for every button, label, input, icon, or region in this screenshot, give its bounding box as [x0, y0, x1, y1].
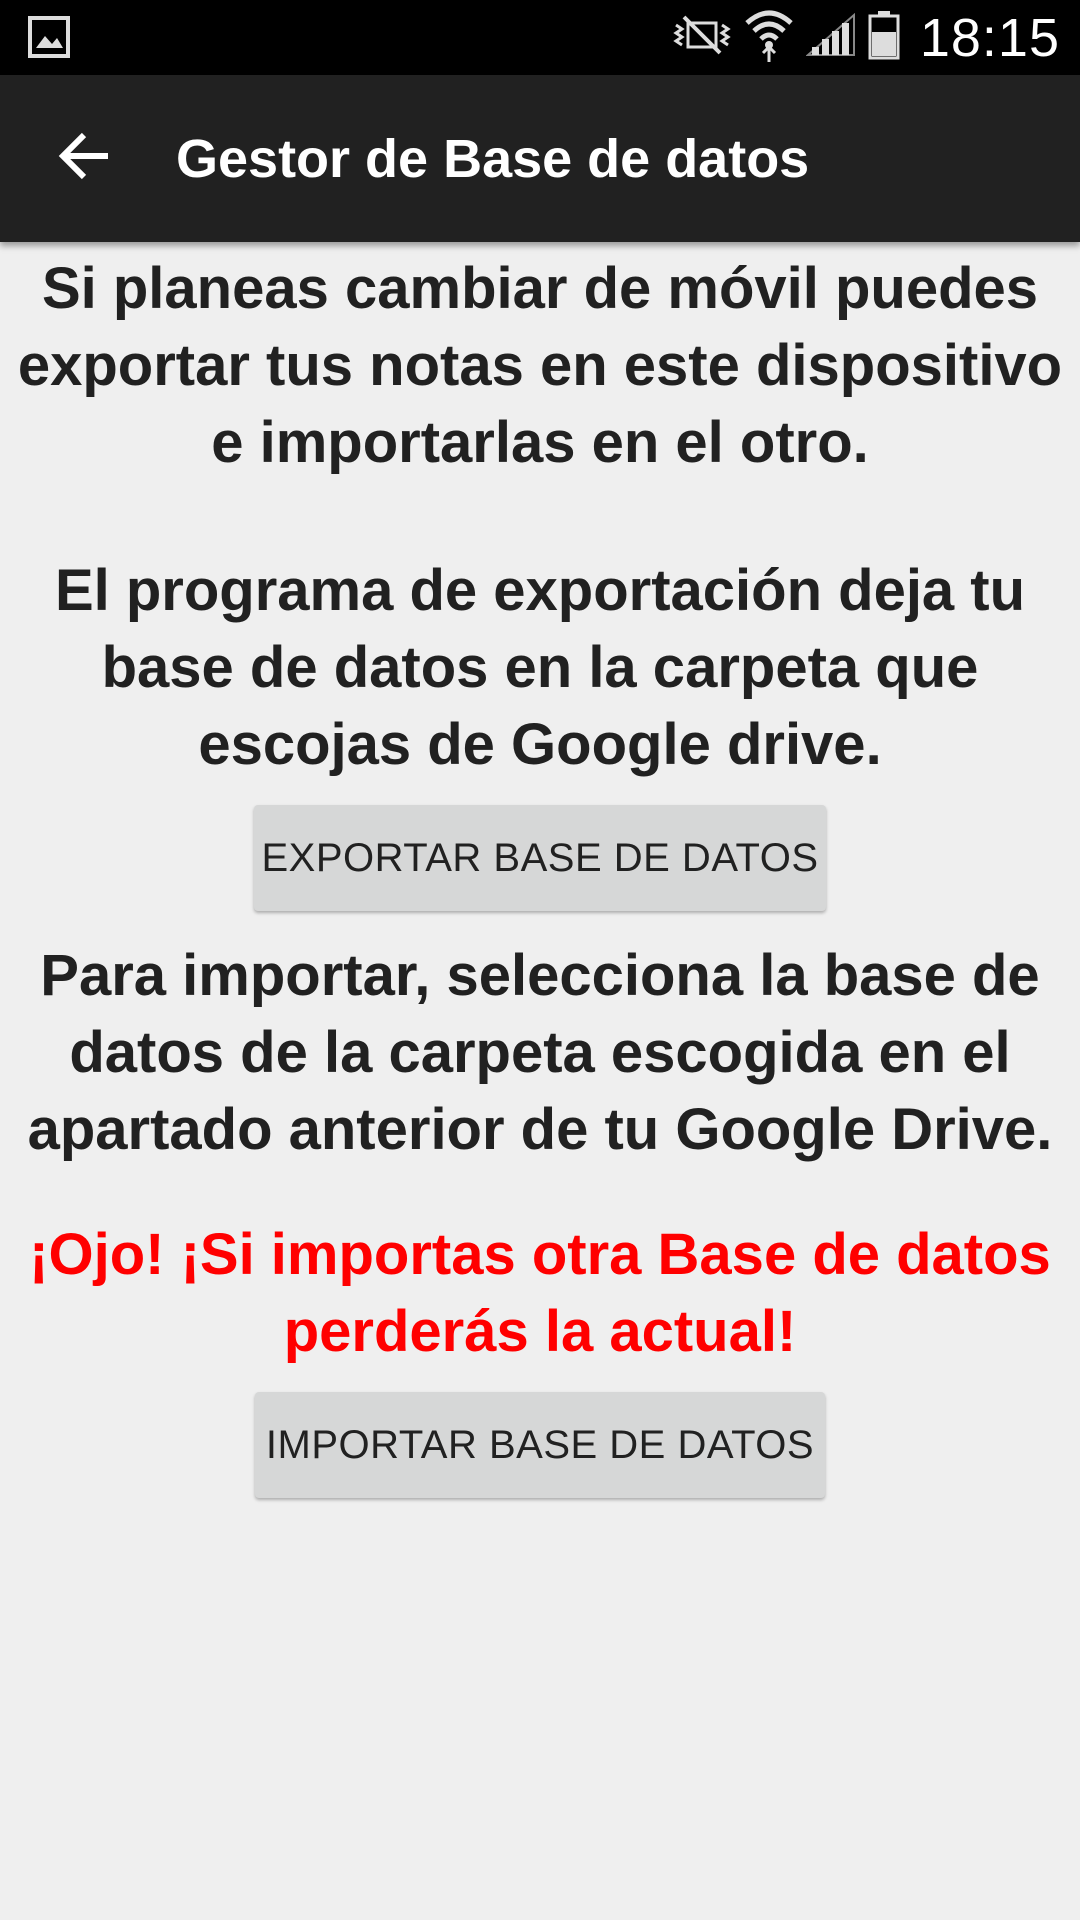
import-database-button[interactable]: IMPORTAR BASE DE DATOS — [255, 1392, 825, 1498]
status-icons — [672, 0, 1060, 75]
status-bar — [0, 0, 1080, 75]
main-content — [0, 250, 1080, 1498]
mute-icon — [672, 13, 732, 62]
gallery-icon — [28, 16, 70, 58]
back-button[interactable] — [34, 109, 134, 209]
arrow-left-icon — [58, 132, 110, 185]
import-description: Para importar, selecciona la base de datos de la carpeta escogida en el apartado anterior de tu Google Drive. — [27, 943, 1053, 1162]
intro-text: Si planeas cambiar de móvil puedes exportar tus notas en este dispositivo e importarlas en el otro. — [17, 256, 1063, 475]
signal-icon — [806, 13, 856, 62]
app-toolbar — [0, 75, 1080, 242]
warning-text: ¡Ojo! ¡Si importas otra Base de datos perderás la actual! — [29, 1222, 1051, 1364]
page-title: Gestor de Base de datos — [176, 128, 810, 189]
wifi-icon — [744, 7, 794, 68]
export-description: El programa de exportación deja tu base de datos en la carpeta que escojas de Google drive. — [54, 558, 1026, 777]
export-database-button[interactable]: EXPORTAR BASE DE DATOS — [254, 805, 826, 911]
status-time: 18:15 — [919, 7, 1060, 68]
battery-icon — [868, 10, 900, 65]
